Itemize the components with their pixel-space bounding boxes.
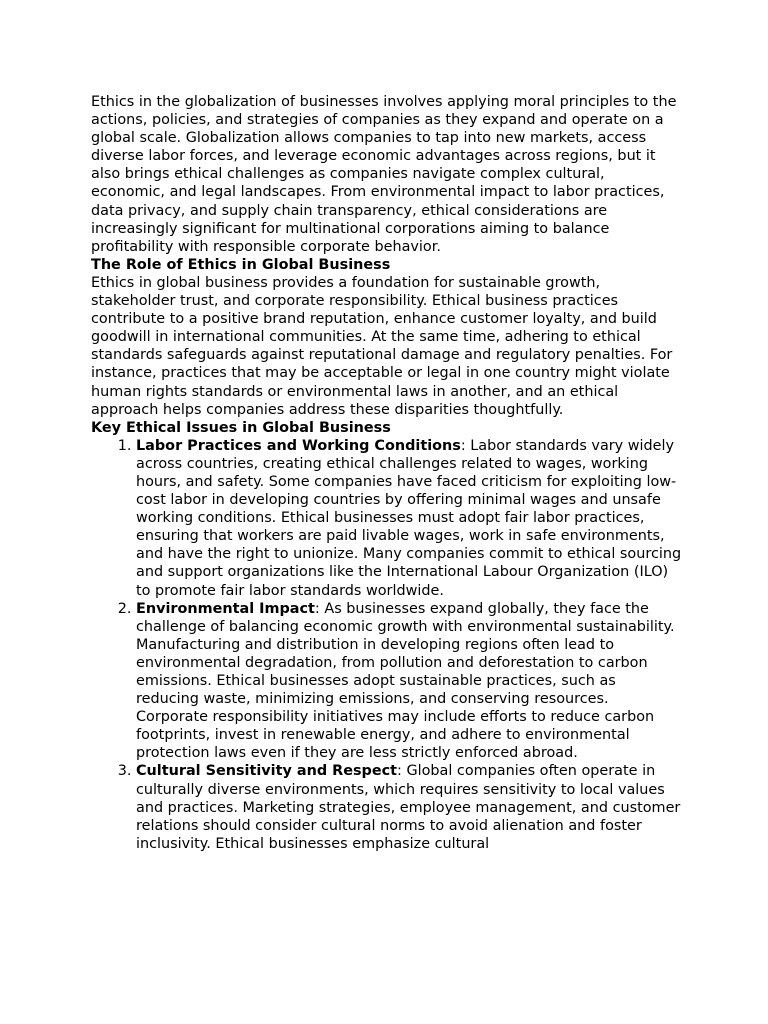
issue-term: Cultural Sensitivity and Respect [136,763,398,780]
section-heading-issues: Key Ethical Issues in Global Business [91,419,391,436]
issue-item-environment [136,600,683,763]
role-paragraph: Ethics in global business provides a foundation for sustainable growth, stakeholder trust, and corporate responsibility. Ethical business practices contribute to a positive brand reputation, enhance customer loyalty, and build goodwill in international communities. At the same time, adhering to ethical standards safeguards against reputational damage and regulatory penalties. For instance, practices that may be acceptable or legal in one country might violate human rights standards or environmental laws in another, and an ethical approach helps companies address these disparities thoughtfully. [91,274,673,418]
issue-item-labor [136,437,683,600]
section-heading-role: The Role of Ethics in Global Business [91,256,391,273]
issue-item-culture [136,762,683,852]
issue-term: Environmental Impact [136,600,315,617]
issue-text: : Global companies often operate in culturally diverse environments, which requires sensitivity to local values and practices. Marketing strategies, employee management, and customer relations should consider cultural norms to avoid alienation and foster inclusivity. Ethical businesses emphasize cultural [136,763,681,852]
issue-text: : Labor standards vary widely across countries, creating ethical challenges related to wages, working hours, and safety. Some companies have faced criticism for exploiting low-cost labor in developing countries by offering minimal wages and unsafe working conditions. Ethical businesses must adopt fair labor practices, ensuring that workers are paid livable wages, work in safe environments, and have the right to unionize. Many companies commit to ethical sourcing and support organizations like the International Labour Organization (ILO) to promote fair labor standards worldwide. [136,437,682,599]
issues-list [91,437,683,853]
document-page [91,93,683,853]
intro-paragraph: Ethics in the globalization of businesses involves applying moral principles to the actions, policies, and strategies of companies as they expand and operate on a global scale. Globalization allows companies to tap into new markets, access diverse labor forces, and leverage economic advantages across regions, but it also brings ethical challenges as companies navigate complex cultural, economic, and legal landscapes. From environmental impact to labor practices, data privacy, and supply chain transparency, ethical considerations are increasingly significant for multinational corporations aiming to balance profitability with responsible corporate behavior. [91,94,677,255]
issue-term: Labor Practices and Working Conditions [136,437,461,454]
issue-text: : As businesses expand globally, they face the challenge of balancing economic growth with environmental sustainability. Manufacturing and distribution in developing regions often lead to environmental degradation, from pollution and deforestation to carbon emissions. Ethical businesses adopt sustainable practices, such as reducing waste, minimizing emissions, and conserving resources. Corporate responsibility initiatives may include efforts to reduce carbon footprints, invest in renewable energy, and adhere to environmental protection laws even if they are less strictly enforced abroad. [136,600,675,762]
